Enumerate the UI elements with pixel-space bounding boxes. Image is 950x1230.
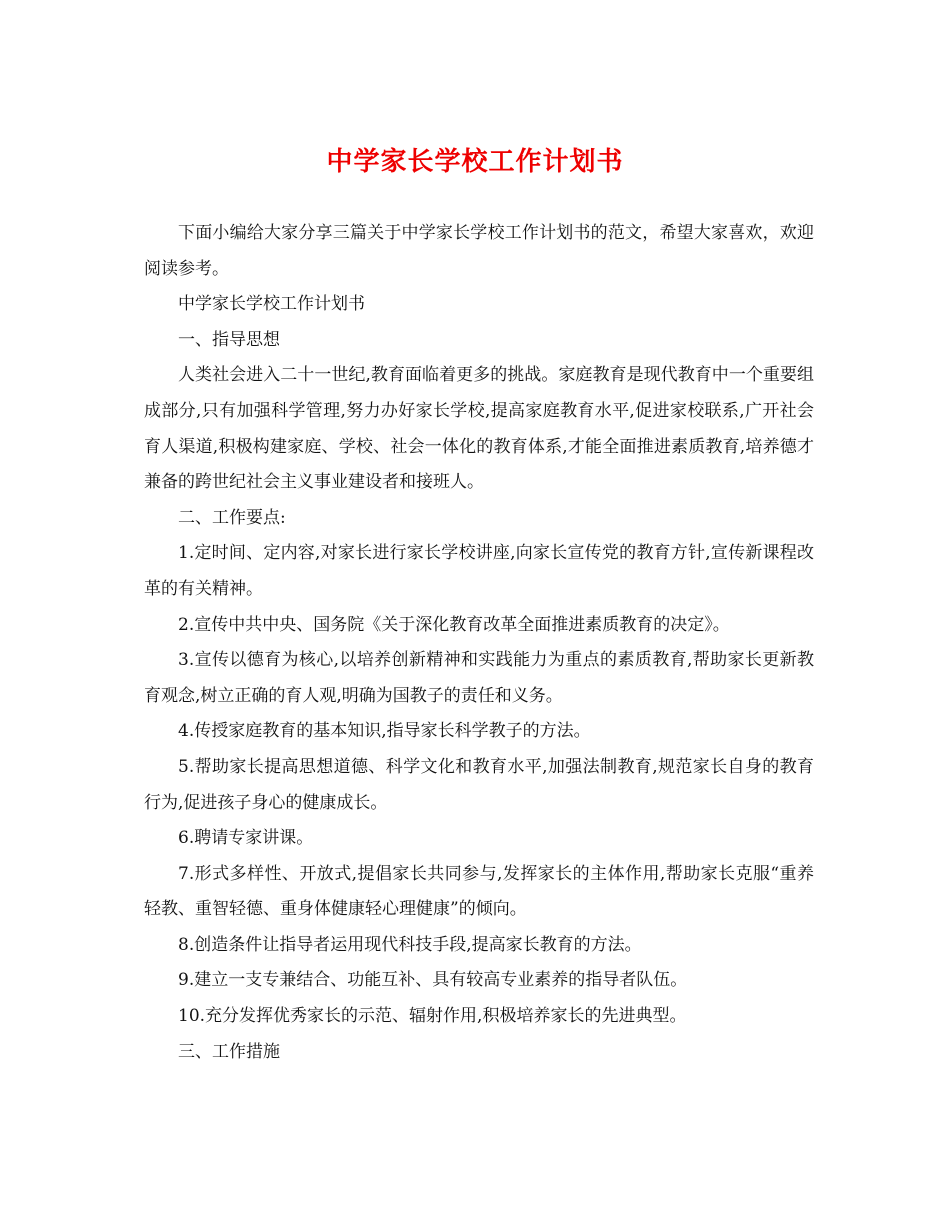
intro-paragraph: 下面小编给大家分享三篇关于中学家长学校工作计划书的范文，希望大家喜欢，欢迎阅读参考。 xyxy=(144,223,814,279)
heading-work-measures: 三、工作措施 xyxy=(178,1041,280,1062)
work-point-1: 1.定时间、定内容,对家长进行家长学校讲座,向家长宣传党的教育方针,宣传新课程改革的有关精神。 xyxy=(144,543,814,599)
work-point-7: 7.形式多样性、开放式,提倡家长共同参与,发挥家长的主体作用,帮助家长克服“重养轻教、重智轻德、重身体健康轻心理健康”的倾向。 xyxy=(144,863,814,920)
work-point-5: 5.帮助家长提高思想道德、科学文化和教育水平,加强法制教育,规范家长自身的教育行为,促进孩子身心的健康成长。 xyxy=(144,756,814,813)
work-point-8: 8.创造条件让指导者运用现代科技手段,提高家长教育的方法。 xyxy=(178,934,642,955)
work-point-9: 9.建立一支专兼结合、功能互补、具有较高专业素养的指导者队伍。 xyxy=(178,970,688,991)
document-body xyxy=(144,216,814,1070)
document-title: 中学家长学校工作计划书 xyxy=(326,147,624,177)
work-point-10: 10.充分发挥优秀家长的示范、辐射作用,积极培养家长的先进典型。 xyxy=(178,1006,687,1027)
heading-work-points: 二、工作要点: xyxy=(178,507,286,528)
section-subtitle: 中学家长学校工作计划书 xyxy=(178,294,365,315)
work-point-6: 6.聘请专家讲课。 xyxy=(178,828,314,849)
work-point-3: 3.宣传以德育为核心,以培养创新精神和实践能力为重点的素质教育,帮助家长更新教育观念,树立正确的育人观,明确为国教子的责任和义务。 xyxy=(144,650,814,706)
heading-guiding-thought: 一、指导思想 xyxy=(178,329,280,350)
guiding-thought-paragraph: 人类社会进入二十一世纪,教育面临着更多的挑战。家庭教育是现代教育中一个重要组成部分,只有加强科学管理,努力办好家长学校,提高家庭教育水平,促进家校联系,广开社会育人渠道,积极构建家庭、学校、社会一体化的教育体系,才能全面推进素质教育,培养德才兼备的跨世纪社会主义事业建设者和接班人。 xyxy=(144,365,814,493)
work-point-2: 2.宣传中共中央、国务院《关于深化教育改革全面推进素质教育的决定》。 xyxy=(178,614,730,635)
work-point-4: 4.传授家庭教育的基本知识,指导家长科学教子的方法。 xyxy=(178,721,591,742)
